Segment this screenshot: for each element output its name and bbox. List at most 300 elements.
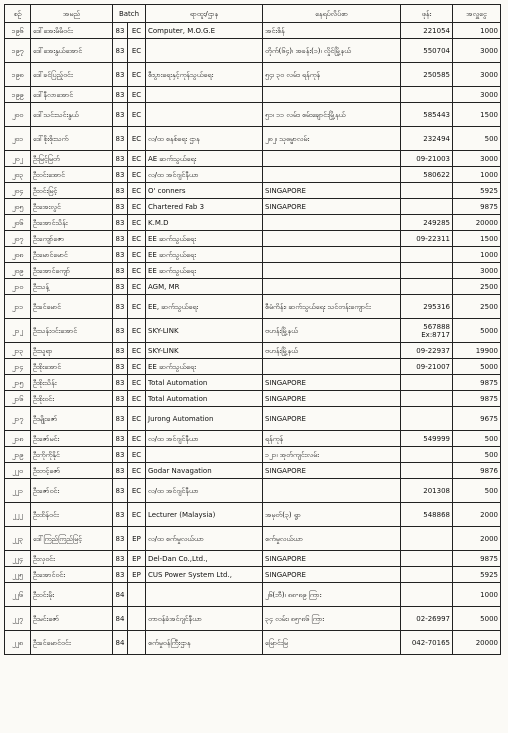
cell-address: ၂၆(ဘီ)၊ ၈၈-၈၉ ကြား bbox=[263, 583, 401, 607]
cell-phone: 585443 bbox=[401, 103, 453, 127]
cell-address bbox=[263, 247, 401, 263]
donation-table bbox=[4, 4, 501, 655]
table-row bbox=[5, 199, 501, 215]
cell-address: SINGAPORE bbox=[263, 391, 401, 407]
cell-address: တိုက်(၆၄)၊ အခန်း(၁)၊ လှိုင်မြို့နယ် bbox=[263, 39, 401, 63]
cell-phone bbox=[401, 199, 453, 215]
cell-no: ၂၁၀ bbox=[5, 279, 31, 295]
cell-company: K.M.D bbox=[146, 215, 263, 231]
cell-name: ဒေါ်သင်းသင်းနွယ် bbox=[31, 103, 113, 127]
cell-address: အင်းစိန် bbox=[263, 23, 401, 39]
cell-batch: 83 bbox=[113, 183, 128, 199]
cell-type: EC bbox=[128, 279, 146, 295]
table-row bbox=[5, 431, 501, 447]
cell-phone bbox=[401, 391, 453, 407]
cell-phone bbox=[401, 375, 453, 391]
cell-address: အမှတ်(၃) ရွာ bbox=[263, 503, 401, 527]
header-address: နေရပ်လိပ်စာ bbox=[263, 5, 401, 23]
cell-address: SINGAPORE bbox=[263, 463, 401, 479]
header-batch: Batch bbox=[113, 5, 146, 23]
cell-batch: 83 bbox=[113, 199, 128, 215]
cell-name: ဒေါ်ခင်ပြည့်ဝင်း bbox=[31, 63, 113, 87]
cell-batch: 83 bbox=[113, 231, 128, 247]
cell-name: ဦးစိုးအောင် bbox=[31, 359, 113, 375]
cell-company: လ/ထ စက်မှုလယ်ယာ bbox=[146, 527, 263, 551]
cell-batch: 83 bbox=[113, 503, 128, 527]
cell-batch: 84 bbox=[113, 583, 128, 607]
cell-amount: 1500 bbox=[453, 231, 501, 247]
cell-batch: 83 bbox=[113, 551, 128, 567]
cell-address: ၅၁၊ ၁၁ လမ်း၊ စမ်းချောင်းမြို့နယ် bbox=[263, 103, 401, 127]
cell-type: EC bbox=[128, 103, 146, 127]
table-row bbox=[5, 279, 501, 295]
cell-amount: 9875 bbox=[453, 199, 501, 215]
cell-name: ဦးသူရာ bbox=[31, 343, 113, 359]
cell-company bbox=[146, 447, 263, 463]
table-row bbox=[5, 447, 501, 463]
cell-phone bbox=[401, 567, 453, 583]
cell-type: EC bbox=[128, 431, 146, 447]
cell-batch: 83 bbox=[113, 103, 128, 127]
cell-address bbox=[263, 167, 401, 183]
table-row bbox=[5, 23, 501, 39]
table-row bbox=[5, 215, 501, 231]
cell-company: Chartered Fab 3 bbox=[146, 199, 263, 215]
cell-name: ဦးခင်မောင်ဝင်း bbox=[31, 631, 113, 655]
cell-name: ဦးသန့် bbox=[31, 279, 113, 295]
cell-phone: 09-21007 bbox=[401, 359, 453, 375]
cell-company: Lecturer (Malaysia) bbox=[146, 503, 263, 527]
cell-company bbox=[146, 583, 263, 607]
cell-amount: 3000 bbox=[453, 87, 501, 103]
cell-phone: 232494 bbox=[401, 127, 453, 151]
cell-amount: 3000 bbox=[453, 263, 501, 279]
cell-company: စီးပွားရေးနှင့်ကုန်သွယ်ရေး bbox=[146, 63, 263, 87]
cell-phone: 201308 bbox=[401, 479, 453, 503]
cell-phone: 042-70165 bbox=[401, 631, 453, 655]
cell-batch: 83 bbox=[113, 23, 128, 39]
table-row bbox=[5, 167, 501, 183]
cell-amount: 2500 bbox=[453, 295, 501, 319]
cell-phone bbox=[401, 463, 453, 479]
cell-amount: 500 bbox=[453, 479, 501, 503]
cell-name: ဦးအေးလွင် bbox=[31, 199, 113, 215]
cell-amount: 9875 bbox=[453, 391, 501, 407]
cell-name: ဦးဇော်ဝင်း bbox=[31, 479, 113, 503]
table-row bbox=[5, 503, 501, 527]
cell-address bbox=[263, 231, 401, 247]
table-row bbox=[5, 463, 501, 479]
cell-batch: 83 bbox=[113, 567, 128, 583]
cell-company: လ/ထ အင်ဂျင်နီယာ bbox=[146, 479, 263, 503]
cell-type bbox=[128, 631, 146, 655]
cell-batch: 83 bbox=[113, 295, 128, 319]
cell-type: EC bbox=[128, 231, 146, 247]
cell-batch: 83 bbox=[113, 407, 128, 431]
table-row bbox=[5, 631, 501, 655]
cell-no: ၁၉၉ bbox=[5, 87, 31, 103]
cell-address bbox=[263, 479, 401, 503]
table-header-row bbox=[5, 5, 501, 23]
cell-no: ၂၁၃ bbox=[5, 343, 31, 359]
cell-address: ၅၄၊ ၃၀ လမ်း၊ ရန်ကုန် bbox=[263, 63, 401, 87]
cell-no: ၂၀၇ bbox=[5, 231, 31, 247]
cell-phone: 02-26997 bbox=[401, 607, 453, 631]
cell-company: လ/ထ အင်ဂျင်နီယာ bbox=[146, 167, 263, 183]
cell-no: ၂၁၅ bbox=[5, 375, 31, 391]
cell-batch: 83 bbox=[113, 167, 128, 183]
cell-company bbox=[146, 39, 263, 63]
cell-batch: 83 bbox=[113, 279, 128, 295]
table-row bbox=[5, 247, 501, 263]
cell-type: EC bbox=[128, 247, 146, 263]
cell-batch: 83 bbox=[113, 431, 128, 447]
cell-type: EC bbox=[128, 23, 146, 39]
cell-company: လ/ထ စနစ်ရေး ဌာန bbox=[146, 127, 263, 151]
cell-phone bbox=[401, 263, 453, 279]
cell-company: EE, ဆက်သွယ်ရေး bbox=[146, 295, 263, 319]
table-row bbox=[5, 103, 501, 127]
cell-company: EE ဆက်သွယ်ရေး bbox=[146, 263, 263, 279]
cell-no: ၂၂၅ bbox=[5, 567, 31, 583]
header-phone: ဖုန်း bbox=[401, 5, 453, 23]
cell-no: ၂၁၄ bbox=[5, 359, 31, 375]
cell-name: ဒေါ်အေးနွယ်အောင် bbox=[31, 39, 113, 63]
cell-type: EC bbox=[128, 87, 146, 103]
cell-no: ၂၀၈ bbox=[5, 247, 31, 263]
cell-batch: 83 bbox=[113, 463, 128, 479]
cell-address: ဗဟန်းမြို့နယ် bbox=[263, 343, 401, 359]
cell-batch: 83 bbox=[113, 479, 128, 503]
cell-amount: 2000 bbox=[453, 527, 501, 551]
cell-type: EC bbox=[128, 215, 146, 231]
table-row bbox=[5, 391, 501, 407]
table-row bbox=[5, 567, 501, 583]
cell-amount: 1000 bbox=[453, 247, 501, 263]
cell-address: ရန်ကုန် bbox=[263, 431, 401, 447]
cell-name: ဦးစိုးသိန်း bbox=[31, 375, 113, 391]
cell-no: ၂၂၂ bbox=[5, 503, 31, 527]
cell-phone bbox=[401, 279, 453, 295]
cell-amount: 2500 bbox=[453, 279, 501, 295]
cell-company bbox=[146, 103, 263, 127]
cell-amount: 5000 bbox=[453, 607, 501, 631]
table-row bbox=[5, 87, 501, 103]
cell-type: EC bbox=[128, 127, 146, 151]
cell-company: Computer, M.O.G.E bbox=[146, 23, 263, 39]
cell-no: ၂၁၁ bbox=[5, 295, 31, 319]
table-row bbox=[5, 479, 501, 503]
cell-amount: 20000 bbox=[453, 215, 501, 231]
cell-company: EE ဆက်သွယ်ရေး bbox=[146, 359, 263, 375]
cell-no: ၂၁၈ bbox=[5, 431, 31, 447]
cell-no: ၂၂၈ bbox=[5, 631, 31, 655]
cell-batch: 83 bbox=[113, 39, 128, 63]
cell-type: EC bbox=[128, 375, 146, 391]
cell-batch: 83 bbox=[113, 391, 128, 407]
cell-phone: 549999 bbox=[401, 431, 453, 447]
cell-no: ၁၉၈ bbox=[5, 63, 31, 87]
cell-address bbox=[263, 87, 401, 103]
cell-company: Jurong Automation bbox=[146, 407, 263, 431]
cell-phone: 221054 bbox=[401, 23, 453, 39]
cell-name: ဦးအောင်ကျော် bbox=[31, 263, 113, 279]
table-row bbox=[5, 39, 501, 63]
cell-type: EP bbox=[128, 527, 146, 551]
cell-no: ၂၂၄ bbox=[5, 551, 31, 567]
cell-address: SINGAPORE bbox=[263, 551, 401, 567]
table-row bbox=[5, 63, 501, 87]
cell-amount: 5000 bbox=[453, 319, 501, 343]
cell-no: ၂၁၆ bbox=[5, 391, 31, 407]
table-row bbox=[5, 127, 501, 151]
cell-address: SINGAPORE bbox=[263, 567, 401, 583]
cell-no: ၂၀၆ bbox=[5, 215, 31, 231]
cell-no: ၂၀၄ bbox=[5, 183, 31, 199]
cell-name: ဦးကျော်ဇော bbox=[31, 231, 113, 247]
cell-address: မြောင်းမြ bbox=[263, 631, 401, 655]
cell-address: ၁၂၁၊ အုတ်ကျင်းလမ်း bbox=[263, 447, 401, 463]
cell-name: ဦးထိန်ဝင်း bbox=[31, 503, 113, 527]
table-row bbox=[5, 319, 501, 343]
cell-no: ၂၁၉ bbox=[5, 447, 31, 463]
cell-phone: 09-21003 bbox=[401, 151, 453, 167]
cell-address: စက်မှုလယ်ယာ bbox=[263, 527, 401, 551]
cell-phone: 249285 bbox=[401, 215, 453, 231]
cell-no: ၂၂၃ bbox=[5, 527, 31, 551]
cell-name: ဦးခင်မောင် bbox=[31, 295, 113, 319]
cell-address: ဗဟန်းမြို့နယ် bbox=[263, 319, 401, 343]
cell-no: ၂၁၇ bbox=[5, 407, 31, 431]
cell-company: Total Automation bbox=[146, 375, 263, 391]
cell-name: ဦးဝင်းအောင် bbox=[31, 167, 113, 183]
cell-no: ၂၁၂ bbox=[5, 319, 31, 343]
cell-type: EC bbox=[128, 359, 146, 375]
cell-batch: 83 bbox=[113, 63, 128, 87]
cell-amount: 9875 bbox=[453, 551, 501, 567]
cell-address: SINGAPORE bbox=[263, 199, 401, 215]
cell-amount: 3000 bbox=[453, 39, 501, 63]
cell-amount: 500 bbox=[453, 127, 501, 151]
cell-type: EC bbox=[128, 151, 146, 167]
table-row bbox=[5, 359, 501, 375]
cell-amount: 9876 bbox=[453, 463, 501, 479]
cell-address: SINGAPORE bbox=[263, 407, 401, 431]
cell-name: ဦးအောင်သိန်း bbox=[31, 215, 113, 231]
table-row bbox=[5, 343, 501, 359]
cell-phone: 250585 bbox=[401, 63, 453, 87]
cell-phone bbox=[401, 87, 453, 103]
cell-amount: 1500 bbox=[453, 103, 501, 127]
cell-amount: 9675 bbox=[453, 407, 501, 431]
cell-company bbox=[146, 87, 263, 103]
cell-phone: 550704 bbox=[401, 39, 453, 63]
table-row bbox=[5, 263, 501, 279]
cell-name: ဦးမြင့်မြတ် bbox=[31, 151, 113, 167]
cell-no: ၁၉၇ bbox=[5, 39, 31, 63]
header-no: စဉ် bbox=[5, 5, 31, 23]
cell-amount: 3000 bbox=[453, 63, 501, 87]
table-row bbox=[5, 151, 501, 167]
cell-batch: 83 bbox=[113, 343, 128, 359]
cell-batch: 84 bbox=[113, 607, 128, 631]
cell-no: ၂၀၀ bbox=[5, 103, 31, 127]
cell-phone: 09-22937 bbox=[401, 343, 453, 359]
cell-type: EC bbox=[128, 63, 146, 87]
table-row bbox=[5, 231, 501, 247]
cell-company: EE ဆက်သွယ်ရေး bbox=[146, 231, 263, 247]
cell-batch: 84 bbox=[113, 631, 128, 655]
cell-company: EE ဆက်သွယ်ရေး bbox=[146, 247, 263, 263]
cell-type: EC bbox=[128, 39, 146, 63]
cell-type: EC bbox=[128, 199, 146, 215]
cell-name: ဦးမျိုးဇော် bbox=[31, 407, 113, 431]
cell-name: ဒေါ်ကြည်ကြည်မြင့် bbox=[31, 527, 113, 551]
cell-batch: 83 bbox=[113, 527, 128, 551]
cell-amount: 1000 bbox=[453, 583, 501, 607]
cell-type: EC bbox=[128, 295, 146, 319]
cell-batch: 83 bbox=[113, 375, 128, 391]
cell-address: ၃၄ လမ်း၊ ၈၅-၈၆ ကြား bbox=[263, 607, 401, 631]
cell-amount: 500 bbox=[453, 431, 501, 447]
cell-no: ၂၀၂ bbox=[5, 151, 31, 167]
cell-type: EC bbox=[128, 343, 146, 359]
cell-name: ဦးကိုကိုနိုင် bbox=[31, 447, 113, 463]
cell-name: ဦးဇော်မင်း bbox=[31, 431, 113, 447]
table-row bbox=[5, 407, 501, 431]
cell-amount: 3000 bbox=[453, 151, 501, 167]
cell-phone: 580622 bbox=[401, 167, 453, 183]
table-row bbox=[5, 551, 501, 567]
cell-type bbox=[128, 607, 146, 631]
cell-company: စက်မှုဝန်ကြီးဌာန bbox=[146, 631, 263, 655]
cell-name: ဒေါ်စိုးစိုးသက် bbox=[31, 127, 113, 151]
cell-type: EC bbox=[128, 479, 146, 503]
cell-amount: 20000 bbox=[453, 631, 501, 655]
cell-company: လ/ထ အင်ဂျင်နီယာ bbox=[146, 431, 263, 447]
table-row bbox=[5, 375, 501, 391]
cell-type: EC bbox=[128, 407, 146, 431]
cell-name: ဦးမောင်မောင် bbox=[31, 247, 113, 263]
cell-name: ဦးမင်းဇော် bbox=[31, 607, 113, 631]
cell-amount: 5925 bbox=[453, 183, 501, 199]
cell-type: EC bbox=[128, 183, 146, 199]
cell-batch: 83 bbox=[113, 263, 128, 279]
cell-type: EC bbox=[128, 391, 146, 407]
cell-name: ဦးစိုးဝင်း bbox=[31, 391, 113, 407]
cell-no: ၂၂၇ bbox=[5, 607, 31, 631]
header-company: ရာထူး/ဌာန bbox=[146, 5, 263, 23]
cell-batch: 83 bbox=[113, 359, 128, 375]
cell-type: EP bbox=[128, 551, 146, 567]
cell-name: ဦးတင့်ဇော် bbox=[31, 463, 113, 479]
cell-batch: 83 bbox=[113, 127, 128, 151]
cell-type: EC bbox=[128, 463, 146, 479]
cell-company: SKY-LINK bbox=[146, 343, 263, 359]
cell-batch: 83 bbox=[113, 151, 128, 167]
header-name: အမည် bbox=[31, 5, 113, 23]
cell-company: တာဝန်ခံအင်ဂျင်နီယာ bbox=[146, 607, 263, 631]
cell-name: ဒေါ်နီလာအောင် bbox=[31, 87, 113, 103]
cell-phone bbox=[401, 407, 453, 431]
table-row bbox=[5, 183, 501, 199]
cell-batch: 83 bbox=[113, 87, 128, 103]
cell-name: ဦးလှဝင်း bbox=[31, 551, 113, 567]
cell-type: EC bbox=[128, 447, 146, 463]
cell-amount: 500 bbox=[453, 447, 501, 463]
cell-no: ၁၉၆ bbox=[5, 23, 31, 39]
cell-batch: 83 bbox=[113, 247, 128, 263]
cell-batch: 83 bbox=[113, 319, 128, 343]
cell-phone: 09-22311 bbox=[401, 231, 453, 247]
cell-amount: 19900 bbox=[453, 343, 501, 359]
cell-address: ၂၈၂၊ သုဓမ္မာလမ်း bbox=[263, 127, 401, 151]
cell-phone bbox=[401, 447, 453, 463]
cell-address bbox=[263, 151, 401, 167]
cell-phone bbox=[401, 527, 453, 551]
cell-company: Godar Navagation bbox=[146, 463, 263, 479]
cell-address bbox=[263, 215, 401, 231]
cell-address: စီမံကိန်း၊ ဆက်သွယ်ရေး သင်တန်းကျောင်း bbox=[263, 295, 401, 319]
table-body bbox=[5, 23, 501, 655]
cell-no: ၂၀၁ bbox=[5, 127, 31, 151]
cell-name: ဦးဝင်းမိုး bbox=[31, 583, 113, 607]
cell-no: ၂၀၅ bbox=[5, 199, 31, 215]
donation-list-page bbox=[4, 4, 500, 655]
table-row bbox=[5, 295, 501, 319]
cell-type: EP bbox=[128, 567, 146, 583]
cell-amount: 1000 bbox=[453, 167, 501, 183]
cell-no: ၂၂၁ bbox=[5, 479, 31, 503]
cell-address: SINGAPORE bbox=[263, 375, 401, 391]
cell-company: AGM, MR bbox=[146, 279, 263, 295]
cell-company: Total Automation bbox=[146, 391, 263, 407]
cell-company: Del-Dan Co.,Ltd., bbox=[146, 551, 263, 567]
cell-amount: 1000 bbox=[453, 23, 501, 39]
cell-name: ဦးအောင်ဝင်း bbox=[31, 567, 113, 583]
table-row bbox=[5, 607, 501, 631]
cell-phone: 548868 bbox=[401, 503, 453, 527]
cell-phone bbox=[401, 247, 453, 263]
cell-phone: 295316 bbox=[401, 295, 453, 319]
cell-company: O' conners bbox=[146, 183, 263, 199]
cell-batch: 83 bbox=[113, 215, 128, 231]
cell-type: EC bbox=[128, 319, 146, 343]
cell-no: ၂၂၆ bbox=[5, 583, 31, 607]
cell-phone bbox=[401, 551, 453, 567]
cell-type: EC bbox=[128, 167, 146, 183]
cell-phone bbox=[401, 583, 453, 607]
cell-type bbox=[128, 583, 146, 607]
cell-no: ၂၂၀ bbox=[5, 463, 31, 479]
cell-address bbox=[263, 359, 401, 375]
cell-no: ၂၀၃ bbox=[5, 167, 31, 183]
cell-batch: 83 bbox=[113, 447, 128, 463]
header-amount: အလှူငွေ bbox=[453, 5, 501, 23]
cell-address bbox=[263, 263, 401, 279]
cell-amount: 5000 bbox=[453, 359, 501, 375]
cell-address: SINGAPORE bbox=[263, 183, 401, 199]
cell-type: EC bbox=[128, 503, 146, 527]
cell-company: SKY-LINK bbox=[146, 319, 263, 343]
cell-amount: 2000 bbox=[453, 503, 501, 527]
cell-type: EC bbox=[128, 263, 146, 279]
cell-phone: 567888 Ex:8717 bbox=[401, 319, 453, 343]
cell-phone bbox=[401, 183, 453, 199]
cell-no: ၂၀၉ bbox=[5, 263, 31, 279]
cell-address bbox=[263, 279, 401, 295]
cell-name: ဦးဝင်းမြင့် bbox=[31, 183, 113, 199]
